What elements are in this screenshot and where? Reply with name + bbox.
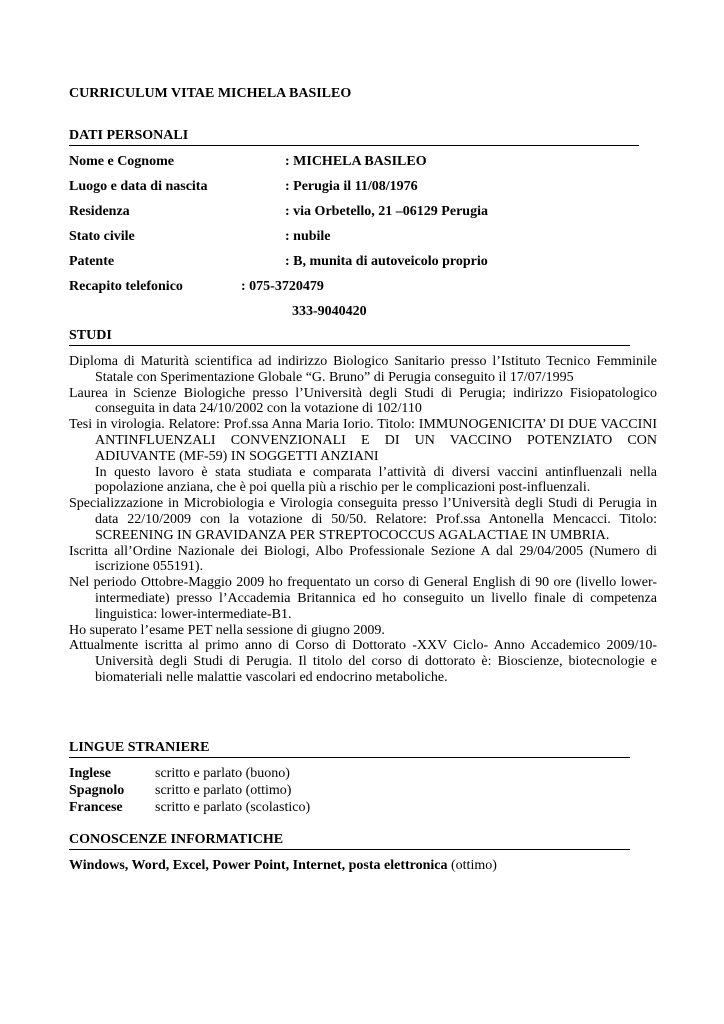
studi-item-specializzazione: Specializzazione in Microbiologia e Virologia conseguita presso l’Università degli Studi di Perugia in data 22/10/2009 con la votazione di 50/50. Relatore: Prof.ssa Antonella Mencacci. Titolo: SCREENING IN GRAVIDANZA PER STREPTOCOCCUS AGALACTIAE IN UMBRIA. (69, 496, 657, 543)
studi-item-pet: Ho superato l’esame PET nella sessione di giugno 2009. (69, 622, 385, 638)
value-birth: : Perugia il 11/08/1976 (285, 179, 418, 194)
label-civil-status: Stato civile (69, 229, 135, 244)
section-heading-studi: STUDI (69, 328, 112, 343)
section-rule-personal (69, 145, 639, 146)
language-level: scritto e parlato (buono) (155, 766, 290, 781)
section-heading-informatica: CONOSCENZE INFORMATICHE (69, 832, 284, 847)
language-name: Inglese (69, 766, 111, 781)
language-name: Francese (69, 800, 123, 815)
label-residence: Residenza (69, 204, 130, 219)
studi-list (69, 354, 657, 686)
label-phone: Recapito telefonico (69, 279, 183, 294)
section-rule-studi (69, 345, 630, 346)
value-phone-2: 333-9040420 (292, 304, 367, 319)
label-birth: Luogo e data di nascita (69, 179, 208, 194)
studi-item-english-course: Nel periodo Ottobre-Maggio 2009 ho frequentato un corso di General English di 90 ore (livello lower-intermediate) presso l’Accademia Britannica ed ho conseguito un livello finale di competenza linguistica: lower-intermediate-B1. (69, 575, 657, 622)
section-heading-lingue: LINGUE STRANIERE (69, 740, 210, 755)
value-phone: : 075-3720479 (241, 279, 324, 294)
value-name: : MICHELA BASILEO (285, 154, 427, 169)
value-residence: : via Orbetello, 21 –06129 Perugia (285, 204, 488, 219)
section-rule-lingue (69, 757, 630, 758)
section-heading-personal: DATI PERSONALI (69, 128, 189, 143)
section-rule-informatica (69, 849, 630, 850)
value-civil-status: : nubile (285, 229, 331, 244)
studi-item-dottorato: Attualmente iscritta al primo anno di Corso di Dottorato -XXV Ciclo- Anno Accademico 2009/10- Università degli Studi di Perugia. Il titolo del corso di dottorato è: Bioscienze, biotecnologie e biomateriali nelle malattie vascolari ed endocrino metaboliche. (69, 638, 657, 685)
language-level: scritto e parlato (ottimo) (155, 783, 292, 798)
label-license: Patente (69, 254, 115, 269)
language-level: scritto e parlato (scolastico) (155, 800, 311, 815)
studi-item-diploma: Diploma di Maturità scientifica ad indirizzo Biologico Sanitario presso l’Istituto Tecnico Femminile Statale con Sperimentazione Globale “G. Bruno” di Perugia conseguito il 17/07/1995 (69, 354, 657, 385)
it-skills-line (69, 858, 497, 874)
label-name: Nome e Cognome (69, 154, 174, 169)
it-skills: Windows, Word, Excel, Power Point, Internet, posta elettronica (69, 858, 448, 873)
studi-item-tesi: Tesi in virologia. Relatore: Prof.ssa Anna Maria Iorio. Titolo: IMMUNOGENICITA’ DI DUE VACCINI ANTINFLUENZALI CONVENZIONALI E DI UN VACCINO POTENZIATO CON ADIUVANTE (MF-59) IN SOGGETTI ANZIANI (69, 417, 657, 464)
language-name: Spagnolo (69, 783, 125, 798)
it-skills-level: (ottimo) (447, 858, 497, 873)
value-license: : B, munita di autoveicolo proprio (285, 254, 488, 269)
studi-item-ordine: Iscritta all’Ordine Nazionale dei Biologi, Albo Professionale Sezione A dal 29/04/2005 (Numero di iscrizione 055191). (69, 543, 657, 575)
studi-item-tesi-description: In questo lavoro è stata studiata e comparata l’attività di diversi vaccini antinfluenzali nella popolazione anziana, che è poi quella più a rischio per le complicazioni post-influenzali. (95, 464, 657, 496)
document-title: CURRICULUM VITAE MICHELA BASILEO (69, 86, 352, 101)
studi-item-laurea: Laurea in Scienze Biologiche presso l’Università degli Studi di Perugia; indirizzo Fisiopatologico conseguita in data 24/10/2002 con la votazione di 102/110 (69, 385, 657, 417)
